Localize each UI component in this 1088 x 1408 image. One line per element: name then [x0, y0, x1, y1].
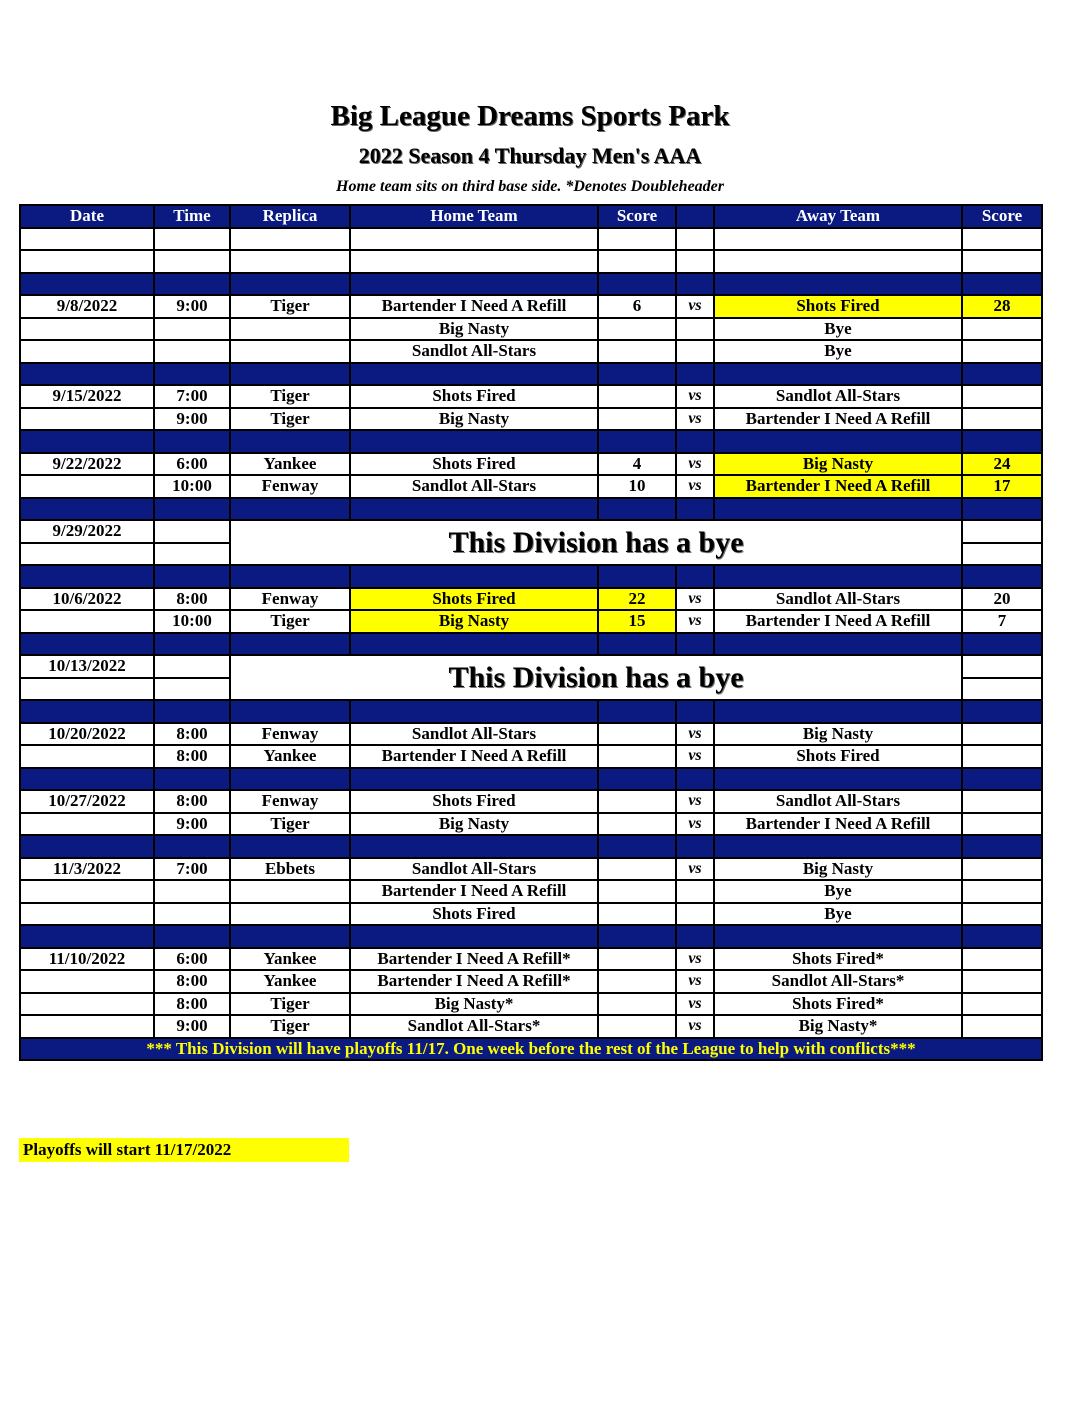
away-team: Bartender I Need A Refill: [714, 408, 962, 431]
separator-row: [20, 565, 1042, 588]
away-team: Sandlot All-Stars: [714, 385, 962, 408]
game-time: 8:00: [154, 993, 230, 1016]
vs-label: vs: [676, 610, 714, 633]
vs-label: vs: [676, 1015, 714, 1038]
col-vs: [676, 205, 714, 228]
home-team: Big Nasty: [350, 318, 598, 341]
game-replica: Yankee: [230, 970, 350, 993]
away-score: 28: [962, 295, 1042, 318]
game-replica: Tiger: [230, 1015, 350, 1038]
playoffs-notice: *** This Division will have playoffs 11/17. One week before the rest of the League to help with conflicts***: [20, 1038, 1042, 1061]
game-date: 9/29/2022: [20, 520, 154, 543]
game-row: [20, 948, 1042, 971]
col-away-team: Away Team: [714, 205, 962, 228]
game-time: 8:00: [154, 723, 230, 746]
home-score: 15: [598, 610, 676, 633]
away-team: Shots Fired: [714, 745, 962, 768]
game-date: 10/27/2022: [20, 790, 154, 813]
away-team: Bye: [714, 880, 962, 903]
vs-label: vs: [676, 948, 714, 971]
game-replica: Tiger: [230, 295, 350, 318]
home-team: Shots Fired: [350, 453, 598, 476]
game-replica: Tiger: [230, 813, 350, 836]
game-row: [20, 813, 1042, 836]
home-team: Bartender I Need A Refill*: [350, 948, 598, 971]
home-team: Bartender I Need A Refill: [350, 880, 598, 903]
game-row: [20, 408, 1042, 431]
game-row: [20, 1015, 1042, 1038]
home-score: 4: [598, 453, 676, 476]
game-time: 6:00: [154, 453, 230, 476]
vs-label: vs: [676, 475, 714, 498]
away-team: Bye: [714, 340, 962, 363]
home-score: 10: [598, 475, 676, 498]
vs-label: vs: [676, 993, 714, 1016]
division-bye: This Division has a bye: [230, 520, 962, 565]
schedule-table: [19, 204, 1043, 1061]
away-team: Bartender I Need A Refill: [714, 610, 962, 633]
game-row: [20, 858, 1042, 881]
away-team: Bye: [714, 903, 962, 926]
game-row: [20, 723, 1042, 746]
game-replica: Yankee: [230, 745, 350, 768]
game-date: 9/15/2022: [20, 385, 154, 408]
game-row: [20, 385, 1042, 408]
bye-week-row: [20, 520, 1042, 543]
home-team: Shots Fired: [350, 903, 598, 926]
away-score: 7: [962, 610, 1042, 633]
game-time: 8:00: [154, 790, 230, 813]
game-row: [20, 295, 1042, 318]
game-replica: Tiger: [230, 610, 350, 633]
game-time: 6:00: [154, 948, 230, 971]
home-score: 6: [598, 295, 676, 318]
away-score: 20: [962, 588, 1042, 611]
home-team: Sandlot All-Stars: [350, 723, 598, 746]
home-team: Big Nasty: [350, 813, 598, 836]
vs-label: vs: [676, 295, 714, 318]
away-team: Big Nasty*: [714, 1015, 962, 1038]
away-score: 17: [962, 475, 1042, 498]
game-replica: Ebbets: [230, 858, 350, 881]
vs-label: vs: [676, 858, 714, 881]
col-home-team: Home Team: [350, 205, 598, 228]
game-time: 9:00: [154, 813, 230, 836]
schedule-note: Home team sits on third base side. *Denotes Doubleheader: [336, 178, 724, 195]
home-team: Sandlot All-Stars: [350, 475, 598, 498]
bye-row: [20, 340, 1042, 363]
game-time: 10:00: [154, 610, 230, 633]
vs-label: vs: [676, 790, 714, 813]
home-team: Sandlot All-Stars: [350, 858, 598, 881]
division-bye: This Division has a bye: [230, 655, 962, 700]
game-row: [20, 453, 1042, 476]
col-home-score: Score: [598, 205, 676, 228]
home-team: Shots Fired: [350, 790, 598, 813]
game-row: [20, 475, 1042, 498]
separator-row: [20, 498, 1042, 521]
game-time: 8:00: [154, 970, 230, 993]
game-row: [20, 610, 1042, 633]
home-team: Shots Fired: [350, 385, 598, 408]
vs-label: vs: [676, 453, 714, 476]
separator-row: [20, 273, 1042, 296]
page-title: Big League Dreams Sports Park: [330, 100, 730, 132]
separator-row: [20, 925, 1042, 948]
bye-week-row: [20, 655, 1042, 678]
vs-label: vs: [676, 588, 714, 611]
game-row: [20, 970, 1042, 993]
game-date: 10/20/2022: [20, 723, 154, 746]
game-time: 9:00: [154, 408, 230, 431]
game-row: [20, 993, 1042, 1016]
vs-label: vs: [676, 385, 714, 408]
away-team: Big Nasty: [714, 858, 962, 881]
empty-row: [20, 250, 1042, 273]
away-team: Shots Fired*: [714, 993, 962, 1016]
game-replica: Fenway: [230, 723, 350, 746]
vs-label: vs: [676, 408, 714, 431]
away-score: 24: [962, 453, 1042, 476]
bye-row: [20, 318, 1042, 341]
away-team: Big Nasty: [714, 723, 962, 746]
col-away-score: Score: [962, 205, 1042, 228]
page-subtitle: 2022 Season 4 Thursday Men's AAA: [358, 143, 702, 168]
game-time: 7:00: [154, 385, 230, 408]
separator-row: [20, 768, 1042, 791]
vs-label: vs: [676, 970, 714, 993]
game-time: 8:00: [154, 745, 230, 768]
home-team: Big Nasty*: [350, 993, 598, 1016]
home-team: Shots Fired: [350, 588, 598, 611]
home-team: Big Nasty: [350, 610, 598, 633]
game-time: 9:00: [154, 295, 230, 318]
playoffs-start: Playoffs will start 11/17/2022: [19, 1138, 349, 1162]
game-replica: Tiger: [230, 408, 350, 431]
game-time: 10:00: [154, 475, 230, 498]
away-team: Big Nasty: [714, 453, 962, 476]
game-date: 10/6/2022: [20, 588, 154, 611]
away-team: Bartender I Need A Refill: [714, 813, 962, 836]
game-time: 7:00: [154, 858, 230, 881]
away-team: Sandlot All-Stars: [714, 588, 962, 611]
separator-row: [20, 363, 1042, 386]
col-date: Date: [20, 205, 154, 228]
home-team: Bartender I Need A Refill: [350, 295, 598, 318]
game-date: 11/3/2022: [20, 858, 154, 881]
away-team: Shots Fired*: [714, 948, 962, 971]
game-replica: Yankee: [230, 948, 350, 971]
game-row: [20, 588, 1042, 611]
game-replica: Fenway: [230, 588, 350, 611]
game-replica: Fenway: [230, 790, 350, 813]
col-time: Time: [154, 205, 230, 228]
game-replica: Tiger: [230, 993, 350, 1016]
game-row: [20, 745, 1042, 768]
home-team: Bartender I Need A Refill: [350, 745, 598, 768]
empty-row: [20, 228, 1042, 251]
game-replica: Yankee: [230, 453, 350, 476]
game-time: 8:00: [154, 588, 230, 611]
home-team: Big Nasty: [350, 408, 598, 431]
vs-label: vs: [676, 745, 714, 768]
away-team: Sandlot All-Stars*: [714, 970, 962, 993]
home-team: Bartender I Need A Refill*: [350, 970, 598, 993]
header-row: [20, 205, 1042, 228]
home-team: Sandlot All-Stars*: [350, 1015, 598, 1038]
vs-label: vs: [676, 723, 714, 746]
game-time: 9:00: [154, 1015, 230, 1038]
game-replica: Tiger: [230, 385, 350, 408]
separator-row: [20, 633, 1042, 656]
separator-row: [20, 700, 1042, 723]
home-team: Sandlot All-Stars: [350, 340, 598, 363]
away-team: Shots Fired: [714, 295, 962, 318]
away-team: Sandlot All-Stars: [714, 790, 962, 813]
game-date: 9/22/2022: [20, 453, 154, 476]
vs-label: vs: [676, 813, 714, 836]
away-team: Bartender I Need A Refill: [714, 475, 962, 498]
game-date: 9/8/2022: [20, 295, 154, 318]
bye-row: [20, 903, 1042, 926]
separator-row: [20, 430, 1042, 453]
separator-row: [20, 835, 1042, 858]
bye-row: [20, 880, 1042, 903]
game-date: 10/13/2022: [20, 655, 154, 678]
game-date: 11/10/2022: [20, 948, 154, 971]
game-row: [20, 790, 1042, 813]
game-replica: Fenway: [230, 475, 350, 498]
col-replica: Replica: [230, 205, 350, 228]
footer-row: [20, 1038, 1042, 1061]
away-team: Bye: [714, 318, 962, 341]
home-score: 22: [598, 588, 676, 611]
